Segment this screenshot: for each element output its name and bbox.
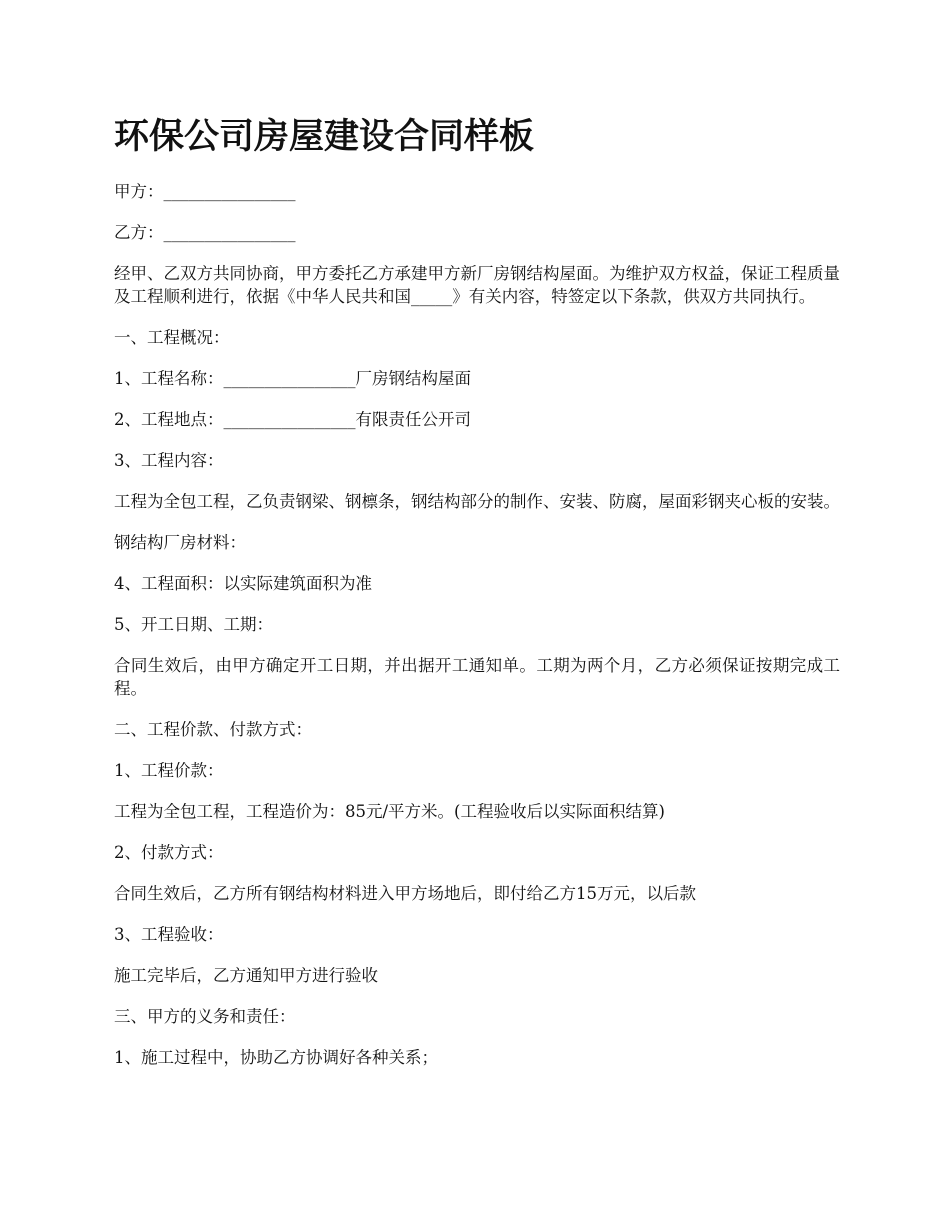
document-title: 环保公司房屋建设合同样板 [114,116,535,157]
materials-line: 钢结构厂房材料： [114,533,246,552]
project-content-paragraph: 工程为全包工程，乙负责钢梁、钢檩条，钢结构部分的制作、安装、防腐，屋面彩钢夹心板的安装。 [114,492,840,511]
project-location-line: 2、工程地点：________________有限责任公开司 [114,410,471,429]
project-name-line: 1、工程名称：________________厂房钢结构屋面 [114,369,471,388]
document-body [114,112,840,1087]
acceptance-heading: 3、工程验收： [114,925,224,944]
section-2-heading: 二、工程价款、付款方式： [114,720,312,739]
payment-heading: 2、付款方式： [114,843,224,862]
acceptance-paragraph: 施工完毕后，乙方通知甲方进行验收 [114,966,378,985]
section-3-heading: 三、甲方的义务和责任： [114,1007,296,1026]
preamble-paragraph: 经甲、乙双方共同协商，甲方委托乙方承建甲方新厂房钢结构屋面。为维护双方权益，保证工程质量及工程顺利进行，依据《中华人民共和国_____》有关内容，特签定以下条款，供双方共同执行。 [114,264,840,306]
project-content-heading: 3、工程内容： [114,451,224,470]
payment-paragraph: 合同生效后，乙方所有钢结构材料进入甲方场地后，即付给乙方15万元，以后款 [114,884,696,903]
schedule-heading: 5、开工日期、工期： [114,615,273,634]
price-paragraph: 工程为全包工程，工程造价为：85元/平方米。(工程验收后以实际面积结算) [114,802,665,821]
project-area-line: 4、工程面积：以实际建筑面积为准 [114,574,372,593]
section-1-heading: 一、工程概况： [114,328,230,347]
party-a-line: 甲方：________________ [114,182,296,201]
duty-item-1: 1、施工过程中，协助乙方协调好各种关系； [114,1048,438,1067]
party-b-line: 乙方：________________ [114,223,296,242]
schedule-paragraph: 合同生效后，由甲方确定开工日期，并出据开工通知单。工期为两个月，乙方必须保证按期完成工程。 [114,656,840,698]
price-heading: 1、工程价款： [114,761,224,780]
